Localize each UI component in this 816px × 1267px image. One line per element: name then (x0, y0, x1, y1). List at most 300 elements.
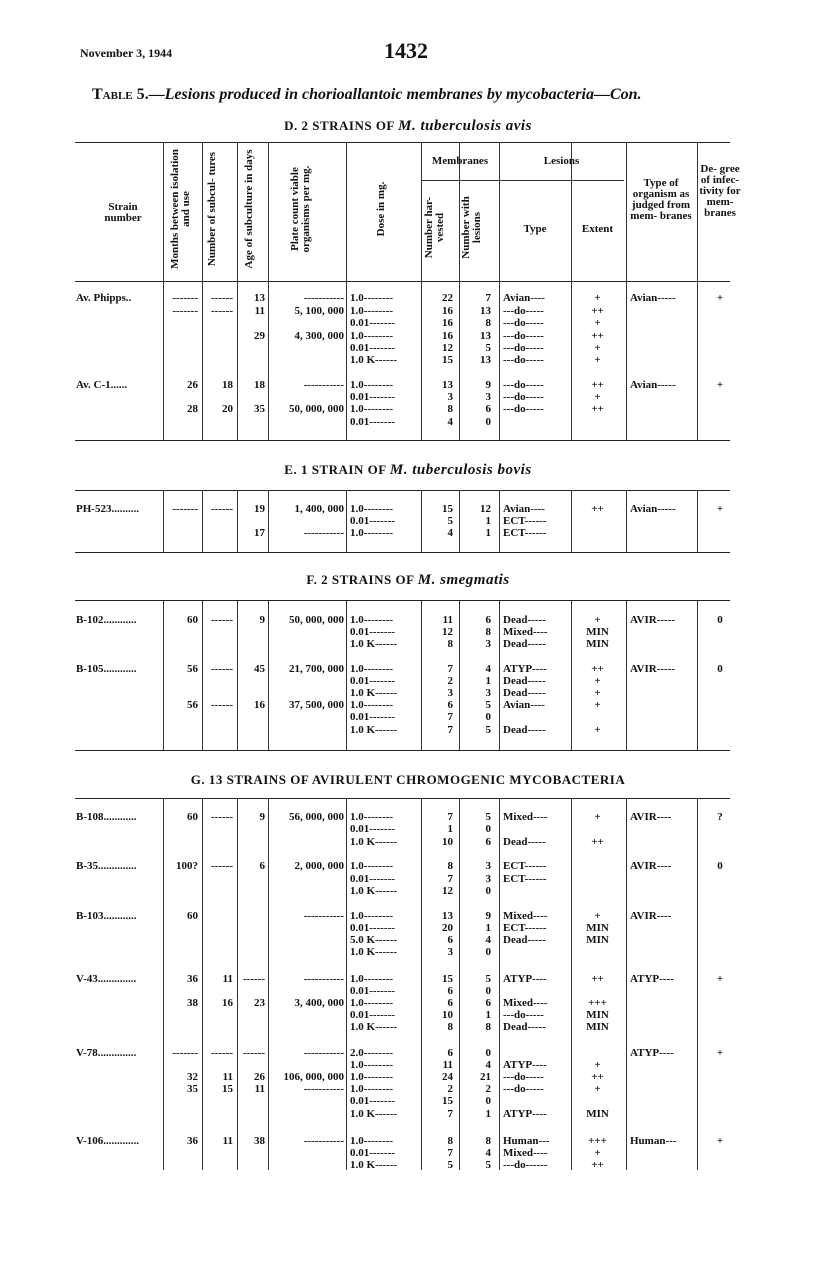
cell-dose: 1.0-------- (350, 699, 394, 711)
cell-harv: 11 (442, 1059, 453, 1071)
cell-months: ------- (172, 305, 198, 317)
cell-sub: 16 (222, 997, 233, 1009)
cell-harv: 12 (442, 885, 453, 897)
cell-dose: 1.0-------- (350, 811, 394, 823)
cell-inf: 0 (717, 860, 723, 872)
column-divider (268, 491, 269, 552)
cell-les: 5 (485, 342, 491, 354)
cell-org: AVIR---- (630, 910, 672, 922)
cell-les: 9 (485, 910, 491, 922)
cell-ext: + (594, 317, 601, 329)
cell-org: ATYP---- (630, 973, 674, 985)
cell-ext: + (594, 675, 601, 687)
column-divider (163, 491, 164, 552)
cell-dose: 1.0-------- (350, 973, 394, 985)
cell-dose: 1.0-------- (350, 503, 394, 515)
cell-dose: 1.0-------- (350, 403, 394, 415)
cell-les: 8 (485, 1021, 491, 1033)
cell-months: 32 (187, 1071, 198, 1083)
cell-les: 8 (485, 626, 491, 638)
cell-les: 8 (485, 317, 491, 329)
cell-months: 26 (187, 379, 198, 391)
cell-months: 60 (187, 614, 198, 626)
cell-ext: +++ (588, 997, 607, 1009)
cell-dose: 1.0-------- (350, 330, 394, 342)
cell-strain: PH-523.......... (76, 503, 139, 515)
column-divider (346, 601, 347, 750)
cell-ext: ++ (591, 379, 604, 391)
cell-type: ECT------ (503, 515, 547, 527)
cell-harv: 6 (447, 997, 453, 1009)
cell-age: 23 (254, 997, 265, 1009)
cell-harv: 24 (442, 1071, 453, 1083)
cell-dose: 1.0-------- (350, 1071, 394, 1083)
cell-dose: 1.0 K------ (350, 946, 398, 958)
cell-strain: B-103............ (76, 910, 137, 922)
cell-type: ---do----- (503, 1083, 544, 1095)
cell-plate: 50, 000, 000 (289, 614, 344, 626)
cell-months: 38 (187, 997, 198, 1009)
cell-dose: 1.0 K------ (350, 1021, 398, 1033)
cell-harv: 15 (442, 354, 453, 366)
cell-type: ---do----- (503, 1009, 544, 1021)
cell-harv: 8 (447, 1135, 453, 1147)
cell-plate: ----------- (303, 910, 344, 922)
table-title-text: Lesions produced in chorioallantoic membranes by mycobacteria—Con. (164, 86, 642, 103)
cell-les: 13 (480, 330, 491, 342)
cell-plate: 56, 000, 000 (289, 811, 344, 823)
cell-les: 1 (485, 1009, 491, 1021)
cell-harv: 22 (442, 292, 453, 304)
rule (75, 142, 730, 143)
cell-inf: + (716, 973, 724, 985)
cell-les: 4 (485, 1059, 491, 1071)
cell-les: 2 (485, 1083, 491, 1095)
cell-les: 1 (485, 675, 491, 687)
cell-ext: ++ (591, 503, 604, 515)
cell-harv: 7 (447, 711, 453, 723)
cell-plate: 2, 000, 000 (294, 860, 344, 872)
cell-dose: 2.0-------- (350, 1047, 394, 1059)
cell-ext: + (594, 811, 601, 823)
cell-type: Dead----- (503, 1021, 546, 1033)
cell-type: ---do------ (503, 1159, 548, 1171)
cell-plate: ----------- (303, 1083, 344, 1095)
cell-dose: 1.0 K------ (350, 885, 398, 897)
cell-harv: 2 (447, 1083, 453, 1095)
cell-les: 0 (485, 1047, 491, 1059)
col-dose: Dose in mg. (375, 181, 387, 237)
cell-dose: 0.01------- (350, 985, 395, 997)
cell-type: ---do----- (503, 354, 544, 366)
section-d-heading: D. 2 STRAINS OF M. tuberculosis avis (284, 118, 532, 134)
cell-harv: 15 (442, 1095, 453, 1107)
rule (75, 552, 730, 553)
cell-les: 6 (485, 403, 491, 415)
cell-months: 28 (187, 403, 198, 415)
cell-dose: 5.0 K------ (350, 934, 398, 946)
cell-org: AVIR----- (630, 663, 676, 675)
cell-org: Avian----- (630, 292, 676, 304)
cell-type: ATYP---- (503, 1059, 547, 1071)
cell-plate: ----------- (303, 292, 344, 304)
column-divider (346, 491, 347, 552)
cell-age: 6 (259, 860, 265, 872)
cell-plate: 3, 400, 000 (294, 997, 344, 1009)
cell-dose: 0.01------- (350, 416, 395, 428)
cell-dose: 1.0-------- (350, 527, 394, 539)
cell-ext: MIN (586, 922, 609, 934)
cell-harv: 3 (447, 946, 453, 958)
cell-plate: ----------- (303, 1135, 344, 1147)
cell-org: Avian----- (630, 503, 676, 515)
cell-strain: B-105............ (76, 663, 137, 675)
cell-dose: 0.01------- (350, 317, 395, 329)
cell-ext: +++ (588, 1135, 607, 1147)
cell-months: ------- (172, 292, 198, 304)
cell-dose: 1.0-------- (350, 910, 394, 922)
cell-ext: + (594, 1147, 601, 1159)
cell-harv: 16 (442, 317, 453, 329)
cell-strain: B-108............ (76, 811, 137, 823)
cell-dose: 0.01------- (350, 342, 395, 354)
cell-type: Human--- (503, 1135, 550, 1147)
cell-les: 0 (485, 985, 491, 997)
cell-sub: ------ (211, 699, 233, 711)
column-divider (626, 491, 627, 552)
cell-harv: 16 (442, 330, 453, 342)
cell-months: 56 (187, 699, 198, 711)
cell-dose: 0.01------- (350, 922, 395, 934)
cell-type: Dead----- (503, 687, 546, 699)
col-strain-number: Strain number (104, 201, 142, 224)
cell-les: 1 (485, 515, 491, 527)
cell-harv: 3 (447, 687, 453, 699)
cell-dose: 1.0 K------ (350, 354, 398, 366)
cell-type: ECT------ (503, 922, 547, 934)
cell-sub: ------ (211, 1047, 233, 1059)
cell-dose: 1.0-------- (350, 1135, 394, 1147)
cell-dose: 1.0 K------ (350, 1159, 398, 1171)
cell-les: 13 (480, 354, 491, 366)
cell-harv: 7 (447, 1108, 453, 1120)
cell-harv: 2 (447, 675, 453, 687)
cell-strain: Av. Phipps.. (76, 292, 132, 304)
cell-type: Mixed---- (503, 811, 548, 823)
column-divider (499, 799, 500, 1170)
section-g-heading: G. 13 STRAINS OF AVIRULENT CHROMOGENIC MYCOBACTERIA (190, 772, 626, 787)
column-divider (346, 799, 347, 1170)
cell-ext: + (594, 1059, 601, 1071)
cell-ext: ++ (591, 663, 604, 675)
cell-sub: ------ (211, 305, 233, 317)
section-e-heading: E. 1 STRAIN OF M. tuberculosis bovis (284, 462, 532, 478)
cell-age: 13 (254, 292, 265, 304)
col-lesions: Lesions (543, 155, 580, 167)
col-organism-type: Type of organism as judged from mem- branes (630, 177, 692, 222)
cell-ext: ++ (591, 330, 604, 342)
cell-type: Mixed---- (503, 626, 548, 638)
cell-sub: 11 (222, 973, 233, 985)
cell-les: 0 (485, 416, 491, 428)
cell-age: 35 (254, 403, 265, 415)
cell-harv: 4 (447, 416, 453, 428)
cell-harv: 7 (447, 724, 453, 736)
cell-harv: 5 (447, 1159, 453, 1171)
cell-harv: 6 (447, 985, 453, 997)
cell-harv: 15 (442, 973, 453, 985)
cell-harv: 15 (442, 503, 453, 515)
cell-type: Avian---- (503, 292, 545, 304)
cell-les: 1 (485, 1108, 491, 1120)
cell-harv: 8 (447, 860, 453, 872)
cell-type: ---do----- (503, 379, 544, 391)
cell-age: 26 (254, 1071, 265, 1083)
cell-ext: + (594, 910, 601, 922)
rule (75, 798, 730, 799)
cell-les: 13 (480, 305, 491, 317)
cell-harv: 3 (447, 391, 453, 403)
cell-ext: + (594, 342, 601, 354)
cell-harv: 6 (447, 1047, 453, 1059)
cell-dose: 0.01------- (350, 823, 395, 835)
column-divider (499, 143, 500, 440)
cell-months: 60 (187, 910, 198, 922)
cell-harv: 10 (442, 1009, 453, 1021)
cell-harv: 7 (447, 663, 453, 675)
cell-ext: ++ (591, 973, 604, 985)
cell-sub: 11 (222, 1071, 233, 1083)
cell-strain: V-43.............. (76, 973, 137, 985)
cell-strain: V-78.............. (76, 1047, 137, 1059)
cell-dose: 1.0-------- (350, 292, 394, 304)
cell-strain: Av. C-1...... (76, 379, 128, 391)
cell-les: 5 (485, 699, 491, 711)
cell-months: 35 (187, 1083, 198, 1095)
cell-age: 38 (254, 1135, 265, 1147)
cell-dose: 1.0-------- (350, 1059, 394, 1071)
cell-dose: 0.01------- (350, 515, 395, 527)
cell-les: 6 (485, 997, 491, 1009)
cell-les: 0 (485, 946, 491, 958)
cell-harv: 5 (447, 515, 453, 527)
cell-inf: 0 (717, 663, 723, 675)
rule (75, 490, 730, 491)
cell-ext: MIN (586, 1009, 609, 1021)
cell-ext: + (594, 391, 601, 403)
cell-dose: 0.01------- (350, 873, 395, 885)
cell-harv: 8 (447, 1021, 453, 1033)
col-months: Months between isolation and use (169, 149, 192, 269)
cell-type: ---do----- (503, 342, 544, 354)
cell-sub: 11 (222, 1135, 233, 1147)
cell-ext: ++ (591, 836, 604, 848)
section-f-heading: F. 2 STRAINS OF M. smegmatis (306, 572, 510, 588)
column-divider (626, 601, 627, 750)
column-divider (626, 799, 627, 1170)
column-divider (571, 491, 572, 552)
cell-type: ATYP---- (503, 663, 547, 675)
cell-age: 18 (254, 379, 265, 391)
rule (75, 750, 730, 751)
cell-les: 21 (480, 1071, 491, 1083)
page-date: November 3, 1944 (80, 46, 173, 60)
cell-les: 0 (485, 711, 491, 723)
cell-harv: 7 (447, 873, 453, 885)
cell-harv: 4 (447, 527, 453, 539)
cell-dose: 1.0 K------ (350, 638, 398, 650)
cell-inf: + (716, 503, 724, 515)
cell-dose: 0.01------- (350, 1147, 395, 1159)
cell-harv: 6 (447, 699, 453, 711)
cell-harv: 16 (442, 305, 453, 317)
cell-inf: 0 (717, 614, 723, 626)
cell-age: 11 (254, 1083, 265, 1095)
cell-plate: ----------- (303, 1047, 344, 1059)
cell-dose: 1.0-------- (350, 1083, 394, 1095)
cell-ext: ++ (591, 305, 604, 317)
cell-months: ------- (172, 1047, 198, 1059)
col-lesion-extent: Extent (581, 223, 614, 235)
cell-dose: 1.0 K------ (350, 1108, 398, 1120)
cell-dose: 0.01------- (350, 1095, 395, 1107)
cell-months: 100? (176, 860, 198, 872)
cell-plate: 21, 700, 000 (289, 663, 344, 675)
cell-harv: 13 (442, 910, 453, 922)
cell-dose: 1.0 K------ (350, 836, 398, 848)
cell-type: ---do----- (503, 317, 544, 329)
cell-inf: + (716, 1135, 724, 1147)
cell-ext: MIN (586, 626, 609, 638)
cell-les: 3 (485, 391, 491, 403)
cell-ext: + (594, 354, 601, 366)
col-membranes: Membranes (431, 155, 489, 167)
col-age: Age of subculture in days (243, 149, 255, 269)
cell-sub: ------ (211, 860, 233, 872)
cell-type: Avian---- (503, 699, 545, 711)
col-number-with-lesions: Number with lesions (460, 196, 483, 259)
cell-strain: B-102............ (76, 614, 137, 626)
cell-harv: 13 (442, 379, 453, 391)
cell-harv: 1 (447, 823, 453, 835)
cell-les: 9 (485, 379, 491, 391)
cell-ext: ++ (591, 1159, 604, 1171)
cell-type: Dead----- (503, 614, 546, 626)
cell-ext: MIN (586, 1108, 609, 1120)
cell-harv: 12 (442, 626, 453, 638)
col-lesion-type: Type (523, 223, 547, 235)
table-title (92, 86, 642, 104)
rule (75, 600, 730, 601)
cell-strain: B-35.............. (76, 860, 137, 872)
cell-ext: MIN (586, 638, 609, 650)
cell-type: Dead----- (503, 836, 546, 848)
cell-ext: + (594, 614, 601, 626)
cell-plate: ----------- (303, 379, 344, 391)
cell-dose: 0.01------- (350, 626, 395, 638)
cell-ext: + (594, 687, 601, 699)
cell-type: Dead----- (503, 934, 546, 946)
column-divider (499, 491, 500, 552)
cell-age: 17 (254, 527, 265, 539)
cell-inf: + (716, 1047, 724, 1059)
cell-harv: 7 (447, 1147, 453, 1159)
cell-les: 3 (485, 873, 491, 885)
rule (75, 281, 730, 282)
cell-type: ECT------ (503, 860, 547, 872)
cell-les: 3 (485, 860, 491, 872)
cell-les: 7 (485, 292, 491, 304)
cell-ext: + (594, 724, 601, 736)
cell-months: 36 (187, 1135, 198, 1147)
cell-sub: ------ (211, 292, 233, 304)
cell-dose: 1.0-------- (350, 614, 394, 626)
cell-harv: 7 (447, 811, 453, 823)
cell-sub: 20 (222, 403, 233, 415)
column-divider (697, 491, 698, 552)
cell-ext: + (594, 1083, 601, 1095)
cell-les: 6 (485, 614, 491, 626)
cell-type: Avian---- (503, 503, 545, 515)
cell-age: 16 (254, 699, 265, 711)
column-divider (499, 601, 500, 750)
cell-dose: 1.0 K------ (350, 687, 398, 699)
cell-type: Dead----- (503, 638, 546, 650)
cell-type: ---do----- (503, 305, 544, 317)
cell-les: 3 (485, 687, 491, 699)
cell-les: 4 (485, 663, 491, 675)
cell-months: 60 (187, 811, 198, 823)
cell-plate: 106, 000, 000 (283, 1071, 344, 1083)
cell-les: 5 (485, 1159, 491, 1171)
cell-les: 1 (485, 527, 491, 539)
cell-dose: 1.0 K------ (350, 724, 398, 736)
cell-sub: ------ (211, 663, 233, 675)
cell-inf: + (716, 379, 724, 391)
cell-plate: ----------- (303, 527, 344, 539)
cell-sub: 15 (222, 1083, 233, 1095)
cell-les: 5 (485, 973, 491, 985)
cell-ext: ++ (591, 1071, 604, 1083)
cell-months: 56 (187, 663, 198, 675)
cell-dose: 0.01------- (350, 711, 395, 723)
cell-type: ATYP---- (503, 973, 547, 985)
cell-les: 4 (485, 1147, 491, 1159)
cell-type: Dead----- (503, 724, 546, 736)
col-plate-count: Plate count viable organisms per mg. (289, 165, 312, 253)
cell-dose: 1.0-------- (350, 305, 394, 317)
column-divider (346, 143, 347, 440)
cell-harv: 8 (447, 638, 453, 650)
cell-months: 36 (187, 973, 198, 985)
cell-type: Mixed---- (503, 997, 548, 1009)
col-subcultures: Number of subcul- tures (206, 151, 218, 267)
cell-type: ECT------ (503, 873, 547, 885)
cell-type: ---do----- (503, 1071, 544, 1083)
cell-les: 12 (480, 503, 491, 515)
cell-age: ------ (243, 1047, 265, 1059)
cell-les: 0 (485, 1095, 491, 1107)
cell-ext: ++ (591, 403, 604, 415)
column-divider (202, 491, 203, 552)
cell-age: 9 (259, 614, 265, 626)
cell-type: ---do----- (503, 391, 544, 403)
cell-org: AVIR---- (630, 811, 672, 823)
rule (75, 440, 730, 441)
cell-harv: 8 (447, 403, 453, 415)
cell-dose: 0.01------- (350, 391, 395, 403)
cell-harv: 10 (442, 836, 453, 848)
